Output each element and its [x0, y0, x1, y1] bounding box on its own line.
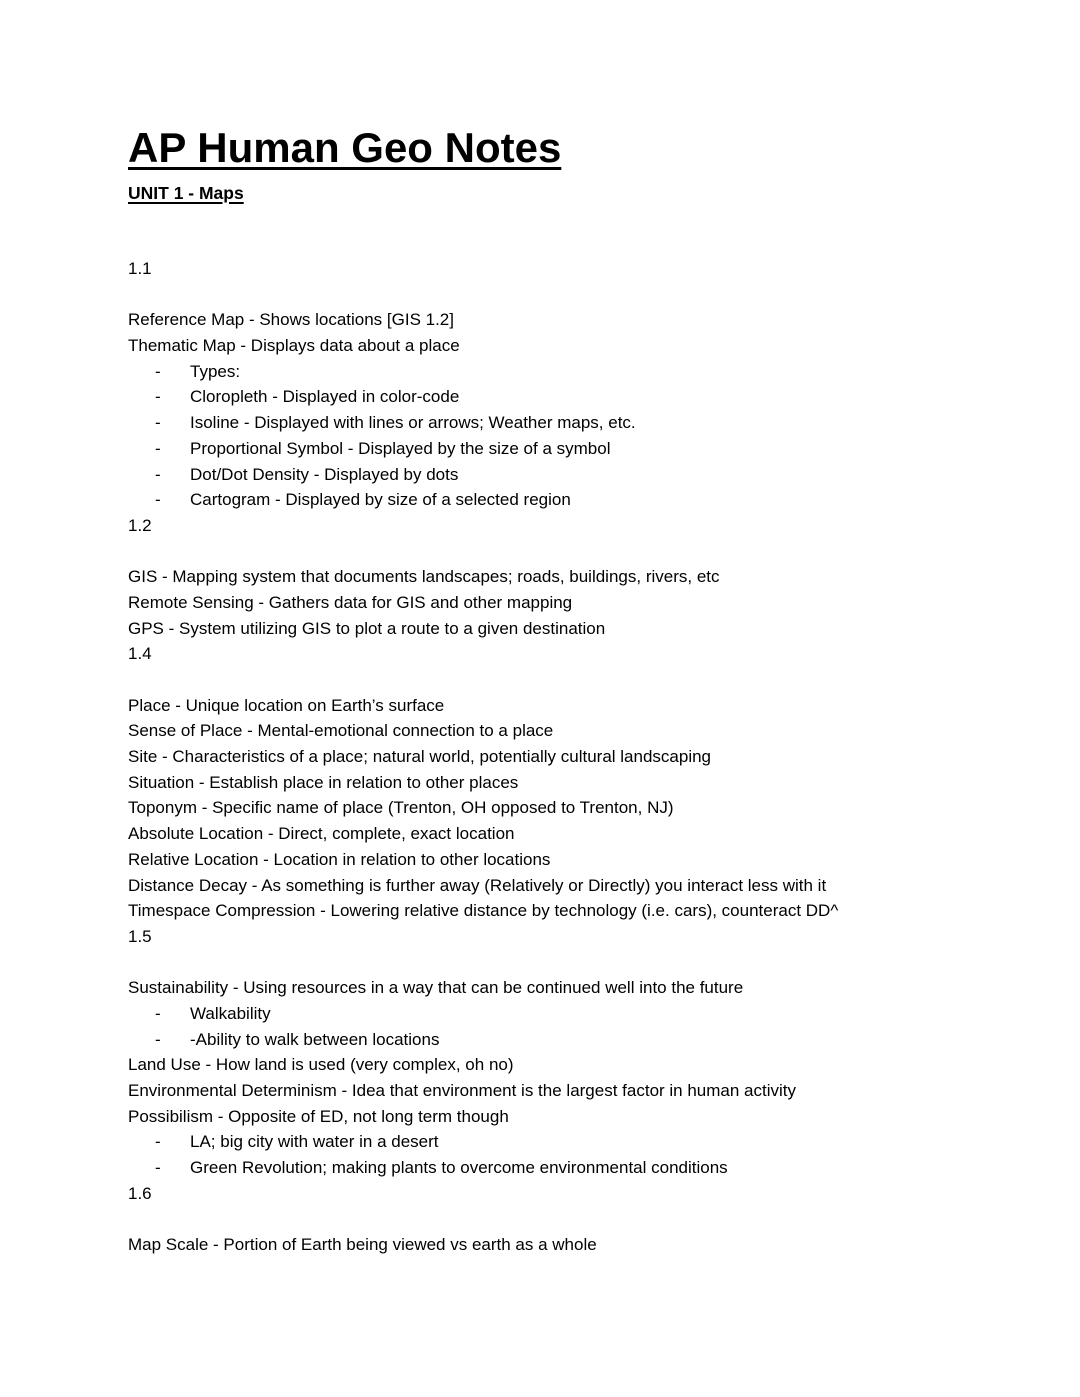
- note-line: Timespace Compression - Lowering relative distance by technology (i.e. cars), counteract DD^: [128, 901, 839, 921]
- blank-line: [128, 950, 963, 976]
- note-line: GPS - System utilizing GIS to plot a route to a given destination: [128, 618, 606, 638]
- note-line: Sense of Place - Mental-emotional connection to a place: [128, 721, 554, 741]
- bullet-text: Proportional Symbol - Displayed by the size of a symbol: [190, 438, 611, 458]
- note-line: 1.1: [128, 259, 152, 278]
- note-line: Reference Map - Shows locations [GIS 1.2]: [128, 310, 454, 330]
- bullet-text: -Ability to walk between locations: [190, 1029, 440, 1049]
- bullet-text: Walkability: [190, 1003, 271, 1023]
- note-line: Environmental Determinism - Idea that environment is the largest factor in human activity: [128, 1081, 797, 1100]
- blank-line: [128, 539, 963, 565]
- bullet-dash: -: [155, 1158, 161, 1178]
- note-line: 1.4: [128, 644, 152, 664]
- note-line: 1.5: [128, 926, 152, 946]
- note-line: Relative Location - Location in relation to other locations: [128, 849, 551, 869]
- document-page: [128, 124, 963, 1258]
- note-line: Place - Unique location on Earth’s surface: [128, 695, 445, 715]
- bullet-item: [128, 410, 963, 436]
- note-line: Sustainability - Using resources in a way that can be continued well into the future: [128, 978, 744, 998]
- note-line: 1.2: [128, 515, 152, 535]
- note-line: Map Scale - Portion of Earth being viewed vs earth as a whole: [128, 1235, 597, 1255]
- note-line: Remote Sensing - Gathers data for GIS and other mapping: [128, 592, 573, 612]
- note-line: GIS - Mapping system that documents landscapes; roads, buildings, rivers, etc: [128, 567, 720, 587]
- blank-line: [128, 667, 963, 693]
- note-line: Distance Decay - As something is further away (Relatively or Directly) you interact less with it: [128, 875, 827, 895]
- notes-content: [128, 256, 963, 1258]
- page-title: AP Human Geo Notes: [128, 124, 562, 171]
- bullet-item: [128, 487, 963, 513]
- note-line: Toponym - Specific name of place (Trenton, OH opposed to Trenton, NJ): [128, 798, 674, 818]
- bullet-dash: -: [155, 413, 161, 433]
- bullet-text: Green Revolution; making plants to overcome environmental conditions: [190, 1158, 728, 1178]
- bullet-text: Dot/Dot Density - Displayed by dots: [190, 464, 459, 484]
- blank-line: [128, 1206, 963, 1232]
- bullet-dash: -: [155, 1003, 161, 1023]
- note-line: 1.6: [128, 1183, 152, 1203]
- bullet-item: [128, 384, 963, 410]
- note-line: Situation - Establish place in relation to other places: [128, 772, 519, 792]
- note-line: Absolute Location - Direct, complete, exact location: [128, 824, 515, 844]
- blank-line: [128, 282, 963, 308]
- bullet-item: [128, 1129, 963, 1155]
- bullet-item: [128, 436, 963, 462]
- bullet-item: [128, 359, 963, 385]
- note-line: Site - Characteristics of a place; natural world, potentially cultural landscaping: [128, 747, 712, 767]
- bullet-item: [128, 1155, 963, 1181]
- unit-heading: UNIT 1 - Maps: [128, 183, 244, 203]
- note-line: Land Use - How land is used (very complex, oh no): [128, 1055, 514, 1075]
- bullet-item: [128, 1001, 963, 1027]
- bullet-text: LA; big city with water in a desert: [190, 1132, 439, 1152]
- bullet-dash: -: [155, 1029, 161, 1049]
- bullet-dash: -: [155, 490, 161, 510]
- note-line: Thematic Map - Displays data about a place: [128, 336, 460, 356]
- bullet-dash: -: [155, 464, 161, 484]
- bullet-dash: -: [155, 361, 161, 381]
- bullet-item: [128, 1027, 963, 1053]
- bullet-dash: -: [155, 438, 161, 458]
- bullet-dash: -: [155, 1132, 161, 1152]
- bullet-dash: -: [155, 387, 161, 407]
- bullet-text: Types:: [190, 361, 241, 381]
- bullet-text: Cartogram - Displayed by size of a selected region: [190, 490, 571, 510]
- note-line: Possibilism - Opposite of ED, not long term though: [128, 1106, 509, 1126]
- bullet-item: [128, 462, 963, 488]
- bullet-text: Cloropleth - Displayed in color-code: [190, 387, 460, 407]
- bullet-text: Isoline - Displayed with lines or arrows; Weather maps, etc.: [190, 413, 636, 433]
